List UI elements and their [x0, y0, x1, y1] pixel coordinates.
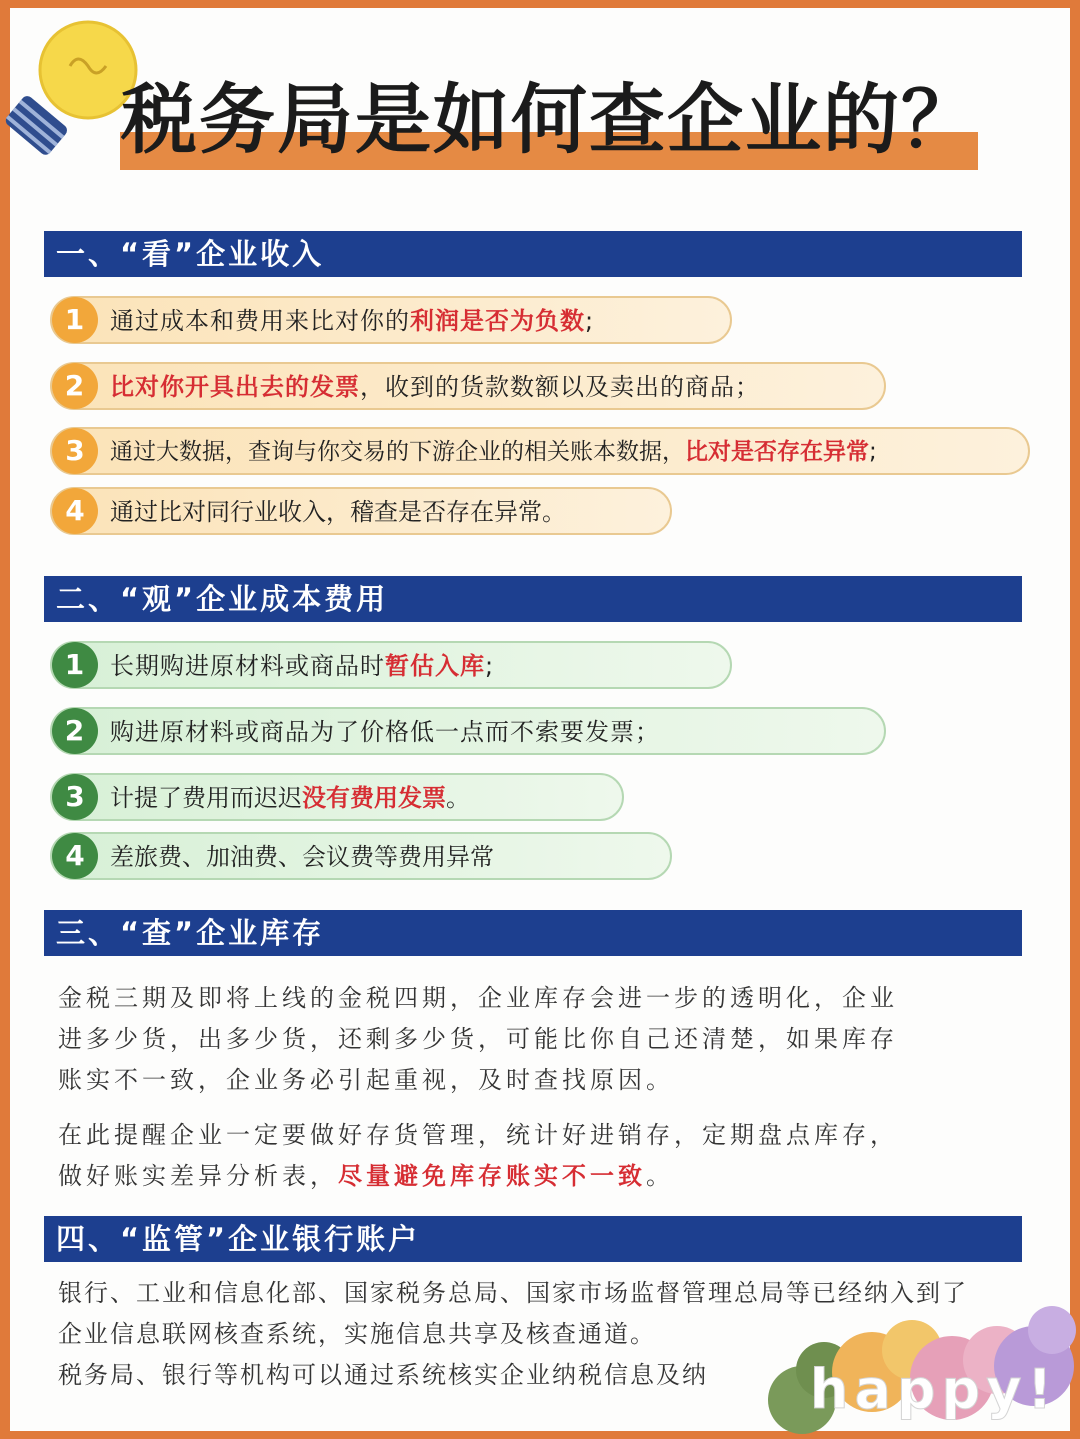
list-item: [50, 296, 732, 344]
item-text: 长期购进原材料或商品时: [110, 652, 385, 680]
item-highlight: 利润是否为负数: [410, 307, 585, 335]
item-text: 购进原材料或商品为了价格低一点而不索要发票；: [110, 718, 660, 746]
paragraph-line: 进多少货，出多少货，还剩多少货，可能比你自己还清楚，如果库存: [58, 1025, 898, 1053]
item-text: 通过大数据，查询与你交易的下游企业的相关账本数据，: [110, 439, 685, 465]
item-tail: 。: [446, 784, 470, 812]
list-item: [50, 641, 732, 689]
list-item: [50, 427, 1030, 475]
section-heading-income: 一、“看”企业收入: [44, 231, 1022, 277]
paragraph-line: 在此提醒企业一定要做好存货管理，统计好进销存，定期盘点库存，: [58, 1121, 898, 1149]
paragraph-highlight: 尽量避免库存账实不一致: [338, 1162, 646, 1190]
item-text: ，收到的货款数额以及卖出的商品；: [360, 373, 760, 401]
item-highlight: 暂估入库: [385, 652, 485, 680]
item-number: 1: [52, 642, 98, 688]
item-number: 3: [52, 774, 98, 820]
item-number: 3: [52, 428, 98, 474]
section-heading-costs: 二、“观”企业成本费用: [44, 576, 1022, 622]
section-heading-inventory: 三、“查”企业库存: [44, 910, 1022, 956]
item-number: 4: [52, 488, 98, 534]
paragraph-line: 银行、工业和信息化部、国家税务总局、国家市场监督管理总局等已经纳入到了: [58, 1279, 968, 1307]
page-title: 税务局是如何查企业的？: [121, 75, 979, 164]
item-number: 4: [52, 833, 98, 879]
item-number: 2: [52, 708, 98, 754]
paragraph-line: 企业信息联网核查系统，实施信息共享及核查通道。: [58, 1320, 656, 1348]
item-text: 差旅费、加油费、会议费等费用异常: [110, 843, 494, 871]
item-number: 2: [52, 363, 98, 409]
item-number: 1: [52, 297, 98, 343]
happy-sticker: [762, 1300, 1080, 1439]
item-text: 通过比对同行业收入，稽查是否存在异常。: [110, 498, 566, 526]
item-highlight: 没有费用发票: [302, 784, 446, 812]
item-tail: ;: [585, 307, 595, 335]
inventory-paragraph-2: [58, 1115, 1048, 1197]
paragraph-text: 做好账实差异分析表，: [58, 1162, 338, 1190]
paragraph-line: 金税三期及即将上线的金税四期，企业库存会进一步的透明化，企业: [58, 984, 898, 1012]
paragraph-line: 税务局、银行等机构可以通过系统核实企业纳税信息及纳: [58, 1361, 708, 1389]
item-tail: ;: [485, 652, 495, 680]
sticker-text: happy!: [810, 1358, 1059, 1421]
list-item: [50, 707, 886, 755]
paragraph-tail: 。: [646, 1162, 674, 1190]
paragraph-line: 账实不一致，企业务必引起重视，及时查找原因。: [58, 1066, 674, 1094]
inventory-paragraph-1: [58, 978, 1048, 1101]
item-highlight: 比对你开具出去的发票: [110, 373, 360, 401]
list-item: [50, 832, 672, 880]
section-heading-bank-accounts: 四、“监管”企业银行账户: [44, 1216, 1022, 1262]
list-item: [50, 487, 672, 535]
list-item: [50, 362, 886, 410]
item-text: 计提了费用而迟迟: [110, 784, 302, 812]
title-block: [115, 70, 985, 180]
item-text: 通过成本和费用来比对你的: [110, 307, 410, 335]
item-tail: ;: [869, 439, 877, 465]
paragraph-line: [58, 1156, 1048, 1197]
list-item: [50, 773, 624, 821]
item-highlight: 比对是否存在异常: [685, 439, 869, 465]
